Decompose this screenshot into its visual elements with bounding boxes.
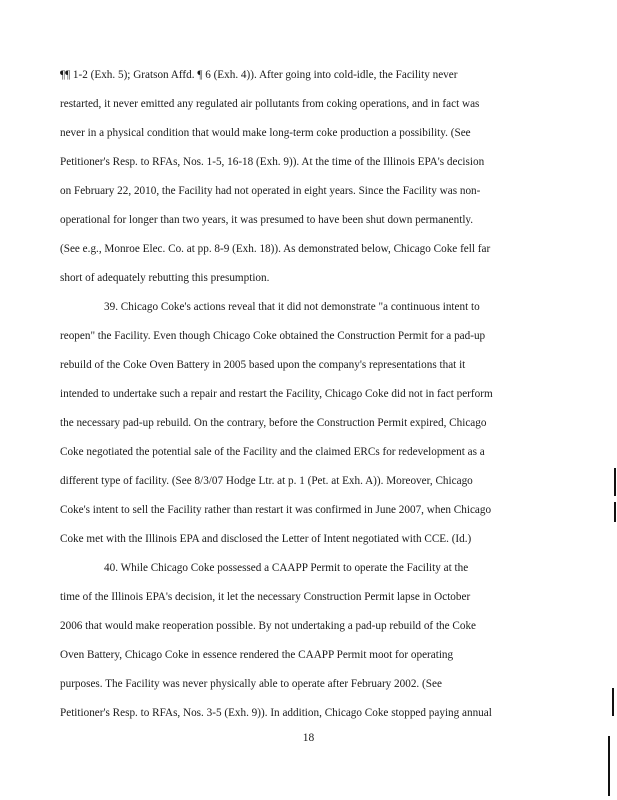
page-number: 18 [302,732,315,744]
text-line: 40. While Chicago Coke possessed a CAAPP Permit to operate the Facility at the [104,562,469,574]
text-line: Coke met with the Illinois EPA and disclosed the Letter of Intent negotiated with CCE. (Id.) [60,533,472,545]
scan-mark [612,688,614,716]
text-line: rebuild of the Coke Oven Battery in 2005 based upon the company's representations that it [60,359,466,371]
text-line: intended to undertake such a repair and restart the Facility, Chicago Coke did not in fact perform [60,388,493,400]
scan-mark [608,736,610,796]
text-line: time of the Illinois EPA's decision, it let the necessary Construction Permit lapse in October [60,591,471,603]
text-line: operational for longer than two years, it was presumed to have been shut down permanently. [60,214,474,226]
text-line: (See e.g., Monroe Elec. Co. at pp. 8-9 (Exh. 18)). As demonstrated below, Chicago Coke fell far [60,243,491,255]
text-line: Oven Battery, Chicago Coke in essence rendered the CAAPP Permit moot for operating [60,649,454,661]
text-line: reopen" the Facility. Even though Chicago Coke obtained the Construction Permit for a pad-up [60,330,486,342]
text-line: on February 22, 2010, the Facility had not operated in eight years. Since the Facility was non- [60,185,481,197]
text-line: Coke negotiated the potential sale of the Facility and the claimed ERCs for redevelopment as a [60,446,485,458]
text-line: never in a physical condition that would make long-term coke production a possibility. (See [60,127,471,139]
text-line: different type of facility. (See 8/3/07 Hodge Ltr. at p. 1 (Pet. at Exh. A)). Moreover, Chicago [60,475,473,487]
scan-mark [614,468,616,496]
text-line: 2006 that would make reoperation possible. By not undertaking a pad-up rebuild of the Coke [60,620,477,632]
scan-mark [614,502,616,522]
text-line: Petitioner's Resp. to RFAs, Nos. 1-5, 16-18 (Exh. 9)). At the time of the Illinois EPA's decision [60,156,485,168]
text-line: short of adequately rebutting this presumption. [60,272,270,284]
text-line: Petitioner's Resp. to RFAs, Nos. 3-5 (Exh. 9)). In addition, Chicago Coke stopped paying annual [60,707,492,719]
text-line: Coke's intent to sell the Facility rather than restart it was confirmed in June 2007, when Chicago [60,504,492,516]
text-line: restarted, it never emitted any regulated air pollutants from coking operations, and in fact was [60,98,480,110]
text-line: 39. Chicago Coke's actions reveal that it did not demonstrate "a continuous intent to [104,301,480,313]
text-line: the necessary pad-up rebuild. On the contrary, before the Construction Permit expired, Chicago [60,417,487,429]
text-line: purposes. The Facility was never physically able to operate after February 2002. (See [60,678,442,690]
text-line: ¶¶ 1-2 (Exh. 5); Gratson Affd. ¶ 6 (Exh. 4)). After going into cold-idle, the Facility never [60,69,458,81]
